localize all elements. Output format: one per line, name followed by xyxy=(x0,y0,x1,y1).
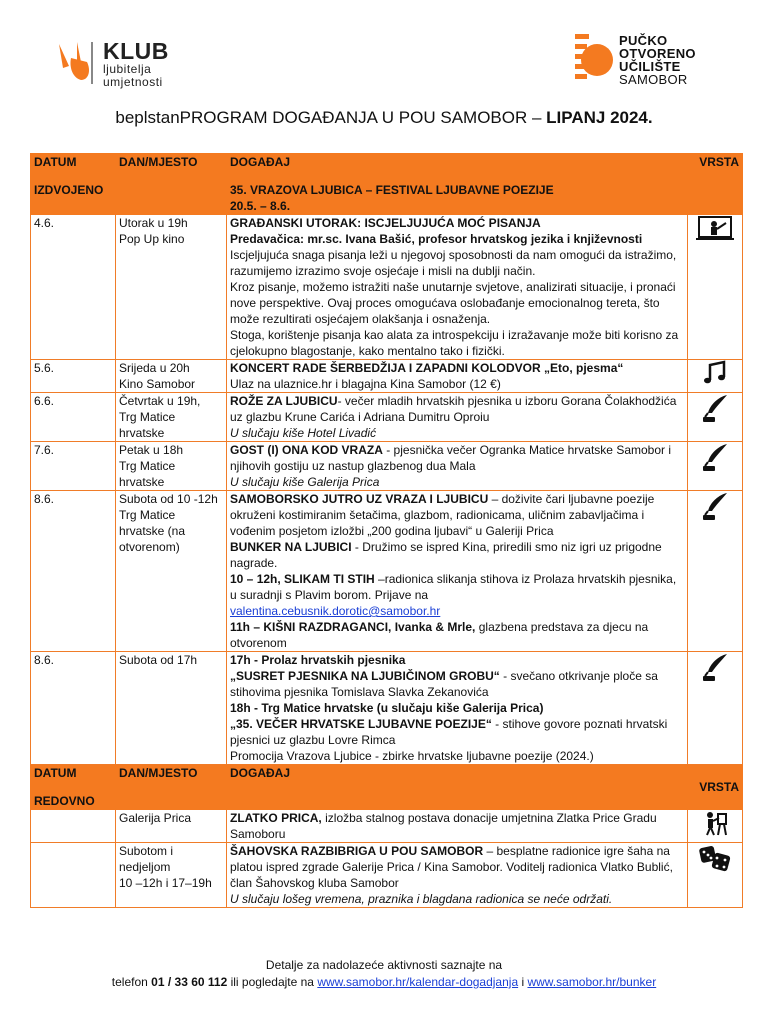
brush-logo-icon xyxy=(55,40,95,86)
logo-subtitle: ljubitelja umjetnosti xyxy=(103,62,163,89)
music-note-icon xyxy=(702,360,728,386)
painter-icon xyxy=(702,810,728,836)
bunker-link[interactable]: www.samobor.hr/bunker xyxy=(527,975,657,989)
footer: Detalje za nadolazeće aktivnosti saznajte na telefon 01 / 33 60 112 ili pogledajte na www.samobor.hr/kalendar-dogadjanja i www.samobor.hr/bunker xyxy=(111,958,657,989)
quill-icon xyxy=(700,491,730,521)
klub-logo xyxy=(55,38,215,88)
quill-icon xyxy=(700,393,730,423)
table-row: 7.6. Petak u 18h Trg Matice hrvatske GOST (I) ONA KOD VRAZA - pjesnička večer Ogranka Matice hrvatske Samobor i njihovih gostiju uz nastup glazbenog dua Mala U slučaju kiše Galerija Prica xyxy=(31,442,743,491)
logo-klub: KLUB xyxy=(103,38,169,64)
pou-logo-text: PUČKO OTVORENO UČILIŠTE SAMOBOR xyxy=(619,33,696,87)
table-row: 4.6. Utorak u 19h Pop Up kino GRAĐANSKI UTORAK: ISCJELJUJUĆA MOĆ PISANJA Predavačica: mr.sc. Ivana Bašić, profesor hrvatskog jezika i književnosti Iscjeljujuća snaga pisanja leži u njegovoj sposobnosti da nam omogući da istražimo, razumijemo izrazimo svoje osjećaje i misli na dublji način. Kroz pisanje, možemo istražiti naše unutarnje svjetove, analizirati situacije, i pronaći nove perspektive. Ovaj proces omogućava oslobađanje emocionalnog tereta, što može rezultirati osjećajem olakšanja i osnaženja. Stoga, korištenje pisanja kao alata za introspekciju i izražavanje može biti korisno za cjelokupno blagostanje, kako mentalno tako i fizički. xyxy=(31,215,743,360)
table-row: Galerija Prica ZLATKO PRICA, izložba stalnog postava donacije umjetnina Zlatka Price Gradu Samoboru xyxy=(31,810,743,843)
quill-icon xyxy=(700,652,730,682)
email-link[interactable]: valentina.cebusnik.dorotic@samobor.hr xyxy=(230,604,441,618)
document-title: beplstanPROGRAM DOGAĐANJA U POU SAMOBOR – LIPANJ 2024. xyxy=(115,108,653,127)
program-table xyxy=(30,153,743,908)
pou-logo xyxy=(575,30,725,90)
table-header-row: DATUM IZDVOJENO DAN/MJESTO DOGAĐAJ 35. VRAZOVA LJUBICA – FESTIVAL LJUBAVNE POEZIJE 20.5. – 8.6. VRSTA xyxy=(31,154,743,215)
table-row: 5.6. Srijeda u 20h Kino Samobor KONCERT RADE ŠERBEDŽIJA I ZAPADNI KOLODVOR „Eto, pjesma“ Ulaz na ulaznice.hr i blagajna Kina Samobor (12 €) xyxy=(31,360,743,393)
pou-flame-logo-icon xyxy=(575,30,615,88)
regular-header-row: DATUM REDOVNO DAN/MJESTO DOGAĐAJ VRSTA xyxy=(31,765,743,810)
table-row: Subotom i nedjeljom 10 –12h i 17–19h ŠAHOVSKA RAZBIBRIGA U POU SAMOBOR – besplatne radionice igre šaha na platou ispred zgrade Galerije Prica / Kina Samobor. Voditelj radionica Vlatko Bublić, član Šahovskog kluba Samobor U slučaju lošeg vremena, praznika i blagdana radionica se neće održati. xyxy=(31,843,743,908)
lecture-icon xyxy=(696,215,734,241)
dice-icon xyxy=(698,843,732,873)
table-row: 8.6. Subota od 10 -12h Trg Matice hrvatske (na otvorenom) SAMOBORSKO JUTRO UZ VRAZA I LJUBICU – doživite čari ljubavne poezije okruženi kostimiranim šetačima, glazbom, radionicama, uličnim zabavljačima i vođenim posjetom izložbi „200 godina ljubavi“ u Galeriji Prica BUNKER NA LJUBICI - Družimo se ispred Kina, priredili smo niz igri uz prigodne nagrade. 10 – 12h, SLIKAM TI STIH –radionica slikanja stihova iz Prolaza hrvatskih pjesnika, u suradnji s Plavim borom. Prijave na valentina.cebusnik.dorotic@samobor.hr 11h – KIŠNI RAZDRAGANCI, Ivanka & Mrle, glazbena predstava za djecu na otvorenom xyxy=(31,491,743,652)
table-row: 8.6. Subota od 17h 17h - Prolaz hrvatskih pjesnika „SUSRET PJESNIKA NA LJUBIČINOM GROBU“ - svečano otkrivanje ploče sa stihovima pjesnika Tomislava Slavka Zekanovića 18h - Trg Matice hrvatske (u slučaju kiše Galerija Prica) „35. VEČER HRVATSKE LJUBAVNE POEZIJE“ - stihove govore poznati hrvatski pjesnici uz glazbu Lovre Rimca Promocija Vrazova Ljubice - zbirke hrvatske ljubavne poezije (2024.) xyxy=(31,652,743,765)
table-row: 6.6. Četvrtak u 19h, Trg Matice hrvatske ROŽE ZA LJUBICU- večer mladih hrvatskih pjesnika u izboru Gorana Čolakhodžića uz glazbu Krune Carića i Adriana Dumitru Oproiu U slučaju kiše Hotel Livadić xyxy=(31,393,743,442)
quill-icon xyxy=(700,442,730,472)
calendar-link[interactable]: www.samobor.hr/kalendar-dogadjanja xyxy=(317,975,519,989)
